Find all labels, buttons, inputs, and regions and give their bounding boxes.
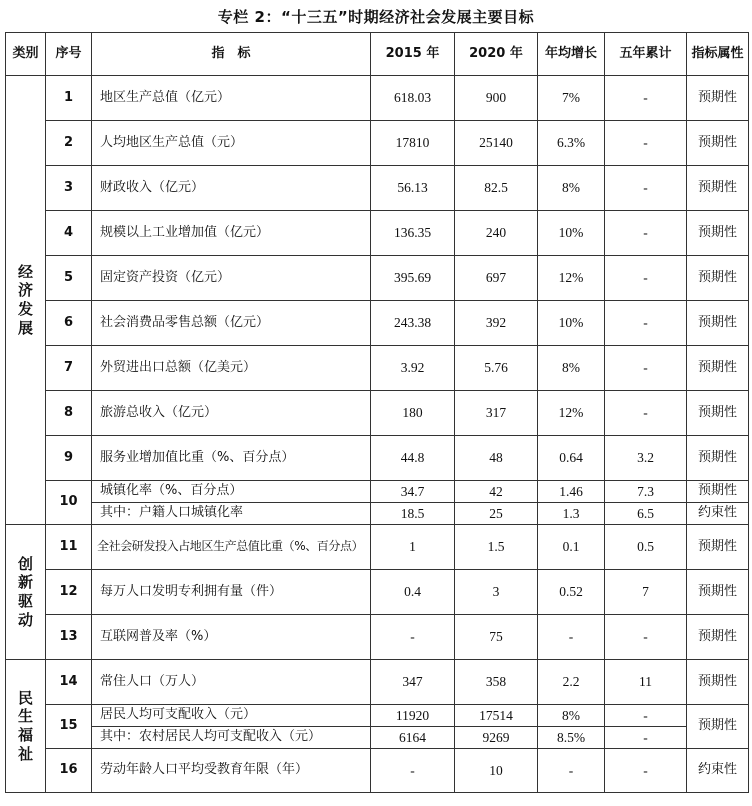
- header-indicator: 指 标: [92, 33, 371, 76]
- targets-table: [5, 32, 749, 793]
- value-2015: 395.69: [371, 256, 455, 301]
- header-seq: 序号: [46, 33, 92, 76]
- table-row: [6, 525, 749, 570]
- value-2020: 900: [455, 76, 538, 121]
- indicator-attribute: 预期性: [687, 525, 749, 570]
- header-2015: 2015 年: [371, 33, 455, 76]
- table-row: [6, 727, 749, 749]
- five-year-cumulative: -: [605, 166, 687, 211]
- table-row: [6, 256, 749, 301]
- header-attribute: 指标属性: [687, 33, 749, 76]
- annual-growth: 1.3: [538, 503, 605, 525]
- annual-growth: 12%: [538, 391, 605, 436]
- table-row: [6, 503, 749, 525]
- table-row: [6, 166, 749, 211]
- value-2020: 10: [455, 749, 538, 793]
- value-2020: 25140: [455, 121, 538, 166]
- indicator-name: 固定资产投资（亿元）: [92, 256, 371, 301]
- five-year-cumulative: -: [605, 615, 687, 660]
- indicator-attribute: 预期性: [687, 391, 749, 436]
- value-2015: 18.5: [371, 503, 455, 525]
- indicator-name: 每万人口发明专利拥有量（件）: [92, 570, 371, 615]
- five-year-cumulative: 0.5: [605, 525, 687, 570]
- indicator-attribute: 预期性: [687, 660, 749, 705]
- annual-growth: 12%: [538, 256, 605, 301]
- row-number: 1: [46, 76, 92, 121]
- row-number: 9: [46, 436, 92, 481]
- table-row: [6, 660, 749, 705]
- indicator-name: 全社会研发投入占地区生产总值比重（%、百分点）: [92, 525, 371, 570]
- indicator-name: 旅游总收入（亿元）: [92, 391, 371, 436]
- value-2020: 392: [455, 301, 538, 346]
- header-cumulative: 五年累计: [605, 33, 687, 76]
- row-number: 12: [46, 570, 92, 615]
- indicator-name: 服务业增加值比重（%、百分点）: [92, 436, 371, 481]
- annual-growth: 7%: [538, 76, 605, 121]
- row-number: 5: [46, 256, 92, 301]
- table-row: [6, 211, 749, 256]
- indicator-name: 外贸进出口总额（亿美元）: [92, 346, 371, 391]
- row-number: 10: [46, 481, 92, 525]
- indicator-name: 规模以上工业增加值（亿元）: [92, 211, 371, 256]
- value-2015: 17810: [371, 121, 455, 166]
- value-2020: 358: [455, 660, 538, 705]
- five-year-cumulative: -: [605, 76, 687, 121]
- indicator-attribute: 预期性: [687, 211, 749, 256]
- table-row: [6, 76, 749, 121]
- category-welfare: 民生福祉: [6, 660, 46, 793]
- value-2015: 44.8: [371, 436, 455, 481]
- category-innovation: 创新驱动: [6, 525, 46, 660]
- row-number: 6: [46, 301, 92, 346]
- five-year-cumulative: -: [605, 211, 687, 256]
- indicator-name: 其中：农村居民人均可支配收入（元）: [92, 727, 371, 749]
- table-row: [6, 121, 749, 166]
- five-year-cumulative: -: [605, 121, 687, 166]
- value-2020: 25: [455, 503, 538, 525]
- annual-growth: 2.2: [538, 660, 605, 705]
- indicator-attribute: 预期性: [687, 705, 749, 749]
- value-2015: 136.35: [371, 211, 455, 256]
- table-row: [6, 346, 749, 391]
- indicator-name: 劳动年龄人口平均受教育年限（年）: [92, 749, 371, 793]
- annual-growth: 6.3%: [538, 121, 605, 166]
- indicator-attribute: 预期性: [687, 346, 749, 391]
- row-number: 2: [46, 121, 92, 166]
- value-2015: 347: [371, 660, 455, 705]
- annual-growth: 0.64: [538, 436, 605, 481]
- table-row: [6, 615, 749, 660]
- annual-growth: 8.5%: [538, 727, 605, 749]
- five-year-cumulative: -: [605, 301, 687, 346]
- category-economic: 经济发展: [6, 76, 46, 525]
- value-2015: -: [371, 749, 455, 793]
- indicator-attribute: 预期性: [687, 301, 749, 346]
- value-2020: 317: [455, 391, 538, 436]
- value-2015: -: [371, 615, 455, 660]
- table-row: [6, 705, 749, 727]
- row-number: 13: [46, 615, 92, 660]
- indicator-name: 社会消费品零售总额（亿元）: [92, 301, 371, 346]
- indicator-attribute: 预期性: [687, 121, 749, 166]
- five-year-cumulative: -: [605, 705, 687, 727]
- five-year-cumulative: -: [605, 727, 687, 749]
- value-2020: 9269: [455, 727, 538, 749]
- row-number: 8: [46, 391, 92, 436]
- row-number: 3: [46, 166, 92, 211]
- table-row: [6, 570, 749, 615]
- row-number: 11: [46, 525, 92, 570]
- value-2015: 11920: [371, 705, 455, 727]
- row-number: 15: [46, 705, 92, 749]
- value-2020: 42: [455, 481, 538, 503]
- indicator-name: 地区生产总值（亿元）: [92, 76, 371, 121]
- annual-growth: 0.1: [538, 525, 605, 570]
- annual-growth: 1.46: [538, 481, 605, 503]
- annual-growth: 8%: [538, 346, 605, 391]
- indicator-attribute: 预期性: [687, 166, 749, 211]
- indicator-attribute: 预期性: [687, 615, 749, 660]
- indicator-name: 互联网普及率（%）: [92, 615, 371, 660]
- five-year-cumulative: -: [605, 346, 687, 391]
- value-2015: 1: [371, 525, 455, 570]
- indicator-name: 人均地区生产总值（元）: [92, 121, 371, 166]
- table-row: [6, 481, 749, 503]
- indicator-attribute: 预期性: [687, 481, 749, 503]
- row-number: 4: [46, 211, 92, 256]
- indicator-name: 居民人均可支配收入（元）: [92, 705, 371, 727]
- five-year-cumulative: 7: [605, 570, 687, 615]
- table-row: [6, 436, 749, 481]
- annual-growth: -: [538, 615, 605, 660]
- five-year-cumulative: -: [605, 256, 687, 301]
- value-2015: 6164: [371, 727, 455, 749]
- value-2015: 34.7: [371, 481, 455, 503]
- value-2015: 56.13: [371, 166, 455, 211]
- indicator-name: 财政收入（亿元）: [92, 166, 371, 211]
- value-2020: 5.76: [455, 346, 538, 391]
- table-row: [6, 749, 749, 793]
- value-2020: 17514: [455, 705, 538, 727]
- annual-growth: 0.52: [538, 570, 605, 615]
- annual-growth: 8%: [538, 166, 605, 211]
- value-2020: 48: [455, 436, 538, 481]
- indicator-attribute: 预期性: [687, 570, 749, 615]
- table-row: [6, 391, 749, 436]
- indicator-attribute: 约束性: [687, 503, 749, 525]
- header-2020: 2020 年: [455, 33, 538, 76]
- indicator-attribute: 预期性: [687, 76, 749, 121]
- indicator-name: 常住人口（万人）: [92, 660, 371, 705]
- value-2020: 697: [455, 256, 538, 301]
- header-growth: 年均增长: [538, 33, 605, 76]
- annual-growth: 10%: [538, 301, 605, 346]
- value-2020: 75: [455, 615, 538, 660]
- value-2020: 82.5: [455, 166, 538, 211]
- five-year-cumulative: 3.2: [605, 436, 687, 481]
- indicator-name: 其中：户籍人口城镇化率: [92, 503, 371, 525]
- value-2015: 0.4: [371, 570, 455, 615]
- value-2015: 243.38: [371, 301, 455, 346]
- header-category: 类别: [6, 33, 46, 76]
- five-year-cumulative: 6.5: [605, 503, 687, 525]
- table-title: 专栏 2：“十三五”时期经济社会发展主要目标: [217, 8, 535, 26]
- annual-growth: 8%: [538, 705, 605, 727]
- indicator-name: 城镇化率（%、百分点）: [92, 481, 371, 503]
- annual-growth: -: [538, 749, 605, 793]
- five-year-cumulative: 11: [605, 660, 687, 705]
- value-2015: 618.03: [371, 76, 455, 121]
- five-year-cumulative: -: [605, 749, 687, 793]
- value-2020: 3: [455, 570, 538, 615]
- five-year-cumulative: 7.3: [605, 481, 687, 503]
- five-year-cumulative: -: [605, 391, 687, 436]
- table-row: [6, 301, 749, 346]
- value-2015: 180: [371, 391, 455, 436]
- indicator-attribute: 约束性: [687, 749, 749, 793]
- row-number: 7: [46, 346, 92, 391]
- indicator-attribute: 预期性: [687, 436, 749, 481]
- value-2020: 1.5: [455, 525, 538, 570]
- row-number: 16: [46, 749, 92, 793]
- indicator-attribute: 预期性: [687, 256, 749, 301]
- annual-growth: 10%: [538, 211, 605, 256]
- row-number: 14: [46, 660, 92, 705]
- value-2020: 240: [455, 211, 538, 256]
- value-2015: 3.92: [371, 346, 455, 391]
